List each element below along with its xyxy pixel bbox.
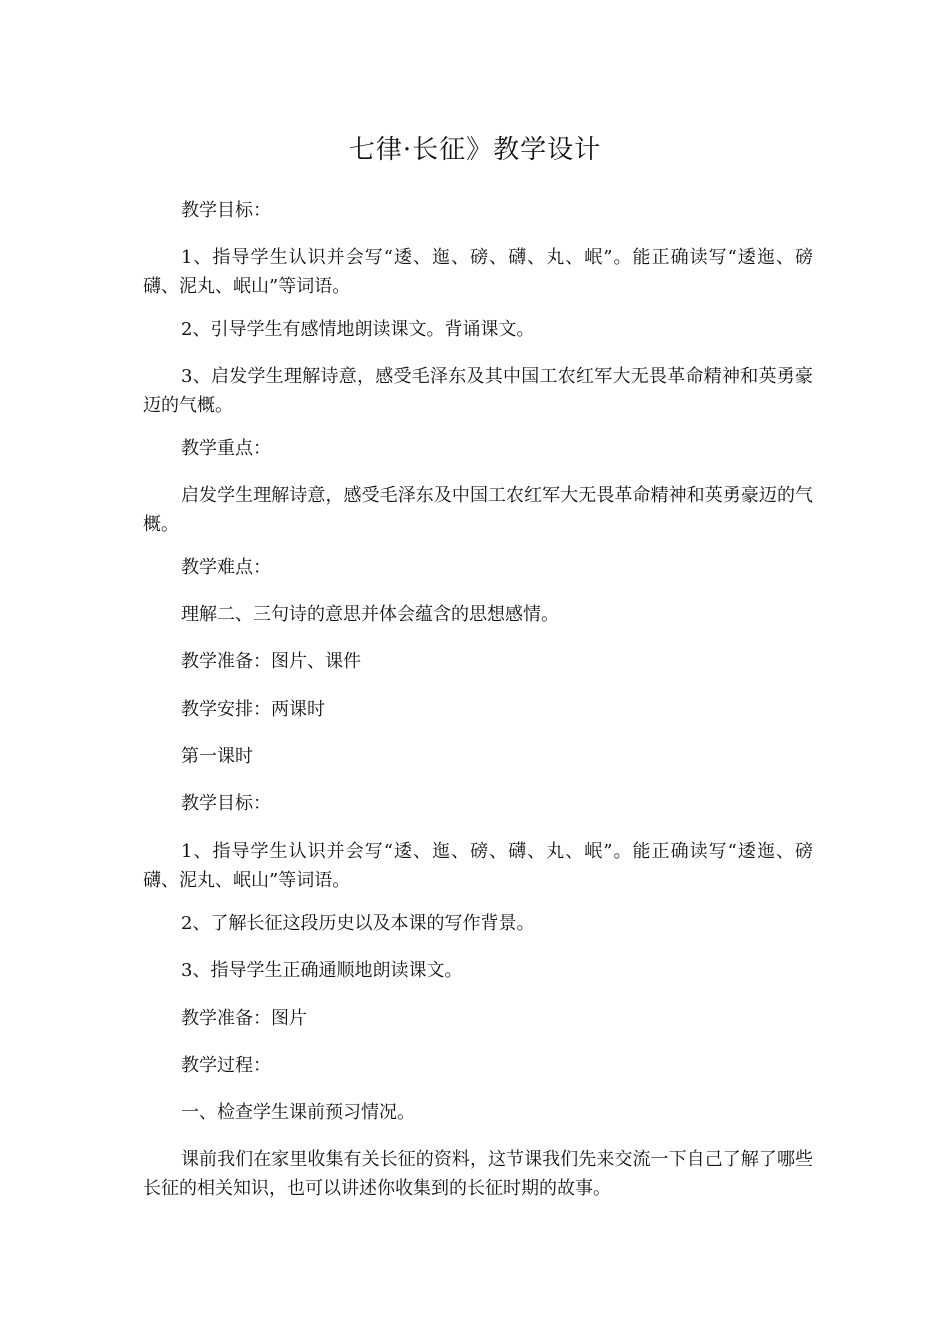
paragraph-preparation: 教学准备：图片、课件 [181, 651, 361, 672]
paragraph-lesson-goal-1: 1、指导学生认识并会写“逶、迤、磅、礴、丸、岷”。能正确读写“逶迤、磅礴、泥丸、岷山”等词语。 [143, 841, 813, 891]
paragraph-difficulties: 理解二、三句诗的意思并体会蕴含的思想感情。 [181, 604, 559, 625]
document-title: 七律·长征》教学设计 [348, 135, 602, 165]
paragraph-lesson-goal-3: 3、指导学生正确通顺地朗读课文。 [181, 960, 463, 981]
paragraph-lesson-goals-heading: 教学目标： [181, 793, 271, 814]
paragraph-step-1: 一、检查学生课前预习情况。 [181, 1102, 415, 1123]
paragraph-teaching-goals-heading: 教学目标： [181, 200, 271, 221]
paragraph-key-points: 启发学生理解诗意，感受毛泽东及中国工农红军大无畏革命精神和英勇豪迈的气概。 [143, 485, 813, 535]
paragraph-first-lesson: 第一课时 [181, 746, 253, 767]
paragraph-key-points-heading: 教学重点： [181, 438, 271, 459]
paragraph-difficulties-heading: 教学难点： [181, 557, 271, 578]
paragraph-lesson-goal-2: 2、了解长征这段历史以及本课的写作背景。 [181, 913, 535, 934]
paragraph-goal-3: 3、启发学生理解诗意，感受毛泽东及其中国工农红军大无畏革命精神和英勇豪迈的气概。 [143, 366, 813, 416]
paragraph-process-heading: 教学过程： [181, 1055, 271, 1076]
paragraph-step-1-detail: 课前我们在家里收集有关长征的资料，这节课我们先来交流一下自己了解了哪些长征的相关知识，也可以讲述你收集到的长征时期的故事。 [143, 1149, 813, 1199]
paragraph-lesson-preparation: 教学准备：图片 [181, 1008, 307, 1029]
paragraph-goal-1: 1、指导学生认识并会写“逶、迤、磅、礴、丸、岷”。能正确读写“逶迤、磅礴、泥丸、岷山”等词语。 [143, 247, 813, 297]
paragraph-schedule: 教学安排：两课时 [181, 699, 325, 720]
paragraph-goal-2: 2、引导学生有感情地朗读课文。背诵课文。 [181, 319, 535, 340]
